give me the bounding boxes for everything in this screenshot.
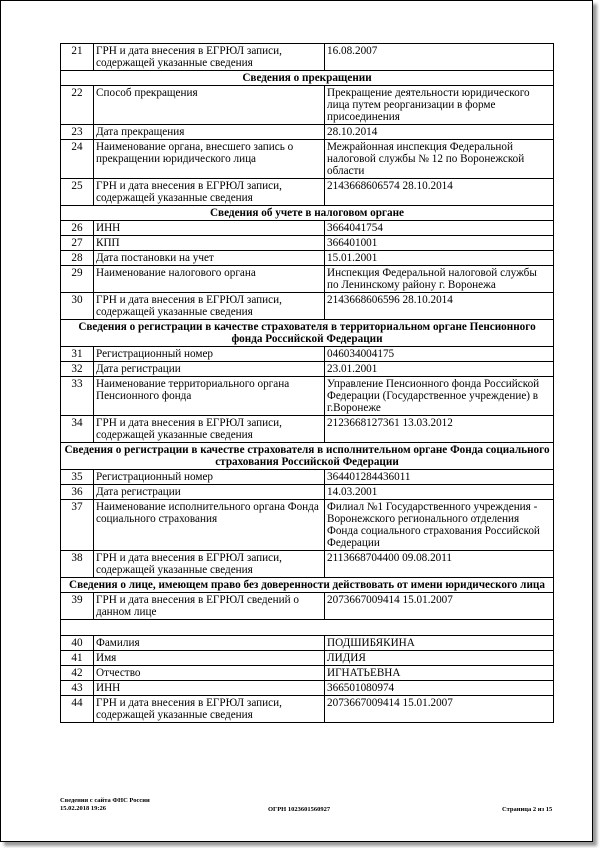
row-number: 27	[61, 236, 94, 251]
table-row	[61, 681, 554, 696]
field-value: 2073667009414 15.01.2007	[325, 593, 554, 620]
table-row	[61, 666, 554, 681]
table-row	[61, 347, 554, 362]
row-number: 44	[61, 696, 94, 723]
field-value: 2143668606596 28.10.2014	[325, 293, 554, 320]
section-header-row	[61, 71, 554, 86]
field-value: 2113668704400 09.08.2011	[325, 551, 554, 578]
table-row	[61, 140, 554, 179]
row-number: 22	[61, 86, 94, 125]
field-label: Дата регистрации	[94, 485, 325, 500]
field-value: Филиал №1 Государственного учреждения - Воронежского регионального отделения Фонда социального страхования Российской Федерации	[325, 500, 554, 551]
row-number: 30	[61, 293, 94, 320]
row-number: 43	[61, 681, 94, 696]
table-row	[61, 362, 554, 377]
section-header-row	[61, 578, 554, 593]
table-row	[61, 86, 554, 125]
egrul-table	[60, 43, 554, 723]
field-value: Инспекция Федеральной налоговой службы по Ленинскому району г. Воронежа	[325, 266, 554, 293]
row-number: 35	[61, 470, 94, 485]
field-label: Отчество	[94, 666, 325, 681]
row-number: 36	[61, 485, 94, 500]
table-row	[61, 500, 554, 551]
row-number: 21	[61, 44, 94, 71]
row-number: 31	[61, 347, 94, 362]
footer-source-line1: Сведения с сайта ФНС России	[60, 797, 150, 804]
table-row	[61, 416, 554, 443]
table-row	[61, 485, 554, 500]
table-row	[61, 251, 554, 266]
row-number: 40	[61, 636, 94, 651]
row-number: 26	[61, 221, 94, 236]
field-label: КПП	[94, 236, 325, 251]
field-label: Дата постановки на учет	[94, 251, 325, 266]
empty-row	[61, 620, 554, 636]
field-label: ГРН и дата внесения в ЕГРЮЛ сведений о данном лице	[94, 593, 325, 620]
field-value: 366501080974	[325, 681, 554, 696]
section-header-row	[61, 443, 554, 470]
section-header: Сведения о прекращении	[61, 71, 554, 86]
table-row	[61, 125, 554, 140]
field-value: 15.01.2001	[325, 251, 554, 266]
field-value: ПОДШИБЯКИНА	[325, 636, 554, 651]
footer-source	[60, 797, 150, 813]
field-value: 28.10.2014	[325, 125, 554, 140]
table-row	[61, 266, 554, 293]
field-value: Управление Пенсионного фонда Российской Федерации (Государственное учреждение) в г.Воронеже	[325, 377, 554, 416]
table-row	[61, 377, 554, 416]
field-label: Наименование исполнительного органа Фонда социального страхования	[94, 500, 325, 551]
row-number: 42	[61, 666, 94, 681]
section-header-row	[61, 206, 554, 221]
field-label: ИНН	[94, 681, 325, 696]
row-number: 39	[61, 593, 94, 620]
row-number: 34	[61, 416, 94, 443]
section-header-row	[61, 320, 554, 347]
field-label: Наименование территориального органа Пенсионного фонда	[94, 377, 325, 416]
row-number: 24	[61, 140, 94, 179]
field-value: 3664041754	[325, 221, 554, 236]
row-number: 37	[61, 500, 94, 551]
field-label: Фамилия	[94, 636, 325, 651]
footer-ogrn: ОГРН 1023601560927	[268, 806, 331, 813]
field-value: Межрайонная инспекция Федеральной налоговой службы № 12 по Воронежской области	[325, 140, 554, 179]
field-value: ЛИДИЯ	[325, 651, 554, 666]
field-label: ГРН и дата внесения в ЕГРЮЛ записи, содержащей указанные сведения	[94, 696, 325, 723]
table-row	[61, 651, 554, 666]
field-label: ГРН и дата внесения в ЕГРЮЛ записи, содержащей указанные сведения	[94, 293, 325, 320]
row-number: 33	[61, 377, 94, 416]
field-label: Наименование налогового органа	[94, 266, 325, 293]
table-row	[61, 696, 554, 723]
field-label: Регистрационный номер	[94, 347, 325, 362]
section-header: Сведения о регистрации в качестве страхователя в исполнительном органе Фонда социального страхования Российской Федерации	[61, 443, 554, 470]
field-label: ГРН и дата внесения в ЕГРЮЛ записи, содержащей указанные сведения	[94, 44, 325, 71]
field-label: Наименование органа, внесшего запись о прекращении юридического лица	[94, 140, 325, 179]
field-value: 23.01.2001	[325, 362, 554, 377]
field-label: ИНН	[94, 221, 325, 236]
field-label: Имя	[94, 651, 325, 666]
field-label: Дата прекращения	[94, 125, 325, 140]
field-label: ГРН и дата внесения в ЕГРЮЛ записи, содержащей указанные сведения	[94, 179, 325, 206]
empty-cell	[61, 620, 554, 636]
field-label: Дата регистрации	[94, 362, 325, 377]
row-number: 23	[61, 125, 94, 140]
field-value: 046034004175	[325, 347, 554, 362]
table-row	[61, 236, 554, 251]
field-value: 16.08.2007	[325, 44, 554, 71]
table-row	[61, 293, 554, 320]
row-number: 25	[61, 179, 94, 206]
field-value: ИГНАТЬЕВНА	[325, 666, 554, 681]
table-row	[61, 593, 554, 620]
field-value: 14.03.2001	[325, 485, 554, 500]
section-header: Сведения об учете в налоговом органе	[61, 206, 554, 221]
row-number: 38	[61, 551, 94, 578]
section-header: Сведения о лице, имеющем право без доверенности действовать от имени юридического лица	[61, 578, 554, 593]
table-row	[61, 551, 554, 578]
table-row	[61, 221, 554, 236]
row-number: 29	[61, 266, 94, 293]
table-row	[61, 44, 554, 71]
footer-source-line2: 15.02.2018 19:26	[60, 805, 107, 812]
field-value: 364401284436011	[325, 470, 554, 485]
table-row	[61, 179, 554, 206]
field-value: 2073667009414 15.01.2007	[325, 696, 554, 723]
row-number: 32	[61, 362, 94, 377]
field-label: ГРН и дата внесения в ЕГРЮЛ записи, содержащей указанные сведения	[94, 551, 325, 578]
field-label: Регистрационный номер	[94, 470, 325, 485]
section-header: Сведения о регистрации в качестве страхователя в территориальном органе Пенсионного фонда Российской Федерации	[61, 320, 554, 347]
field-label: ГРН и дата внесения в ЕГРЮЛ записи, содержащей указанные сведения	[94, 416, 325, 443]
row-number: 41	[61, 651, 94, 666]
field-label: Способ прекращения	[94, 86, 325, 125]
footer-page-number: Страница 2 из 15	[502, 806, 553, 813]
field-value: 2143668606574 28.10.2014	[325, 179, 554, 206]
table-row	[61, 470, 554, 485]
row-number: 28	[61, 251, 94, 266]
field-value: 366401001	[325, 236, 554, 251]
field-value: 2123668127361 13.03.2012	[325, 416, 554, 443]
table-row	[61, 636, 554, 651]
field-value: Прекращение деятельности юридического лица путем реорганизации в форме присоединения	[325, 86, 554, 125]
